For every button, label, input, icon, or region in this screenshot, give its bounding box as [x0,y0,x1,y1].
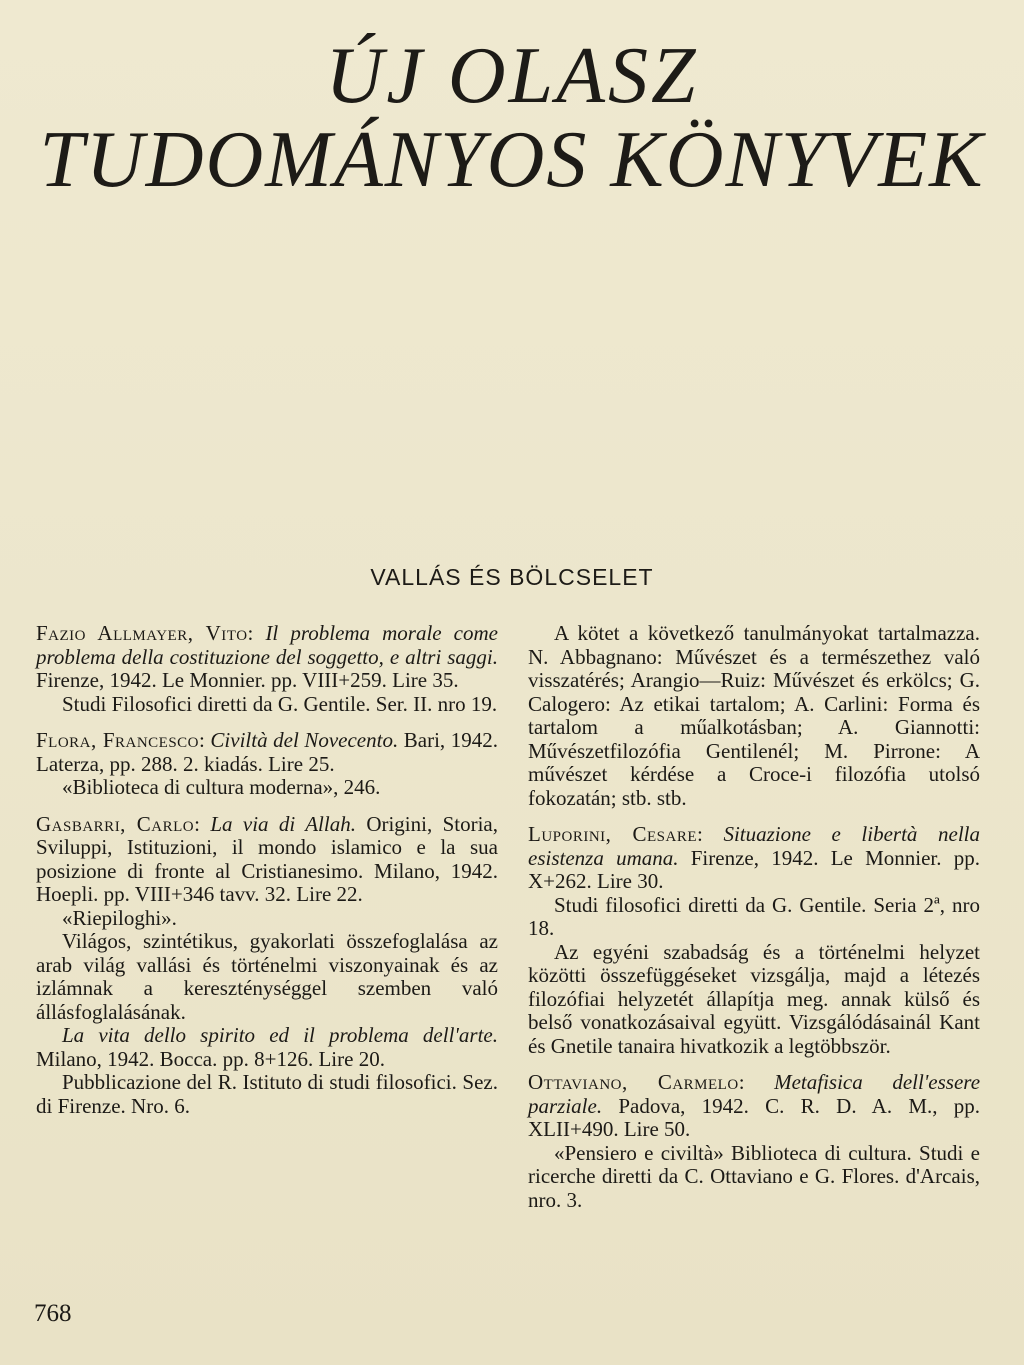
entry-series: Studi Filosofici diretti da G. Gentile. Ser. II. nro 19. [62,691,498,716]
entry-review: Az egyéni szabadság és a történelmi helyzet közötti összefüggéseket vizsgálja, majd a létezés filozófiai helyzetét állapítja meg. annak külső és belső vonatkozásaival együtt. Vizsgálódásainál Kant és Gnetile tanaira hivatkozik a legtöbbször. [528,939,980,1058]
entry-ottaviano: Ottaviano, Carmelo: Metafisica dell'essere parziale. Padova, 1942. C. R. D. A. M., pp. XLII+490. Lire 50. «Pensiero e civiltà» Biblioteca di cultura. Studi e ricerche diretti da C. Ottaviano e G. Flores. d'Arcais, nro. 3. [528,1070,981,1212]
entry-series: «Biblioteca di cultura moderna», 246. [62,775,381,799]
page-title-line-1: ÚJ OLASZ [325,32,699,120]
entry-publication: Origini, Storia, Sviluppi, Istituzioni, il mondo islamico e la sua posizione di fronte al Cristianesimo. Milano, 1942. Hoepli. pp. VIII+346 tavv. 32. Lire 22. [36,811,498,906]
entry-series: «Riepiloghi». [62,905,177,930]
entry-work-title: La vita dello spirito ed il problema dell'arte. [62,1023,498,1047]
left-column [36,622,498,1118]
entry-luporini: Luporini, Cesare: Situazione e libertà nella esistenza umana. Firenze, 1942. Le Monnier. pp. X+262. Lire 30. Studi filosofici diretti da G. Gentile. Seria 2ª, nro 18. Az egyéni szabadság és a történelmi helyzet közötti összefüggéseket vizsgálja, majd a létezés filozófiai helyzetét állapítja meg. annak külső és belső vonatkozásaival együtt. Vizsgálódásainál Kant és Gnetile tanaira hivatkozik a legtöbbször. [528,822,981,1058]
page-number: 768 [34,1300,72,1327]
entry-review: A kötet a következő tanulmányokat tartalmazza. N. Abbagnano: Művészet és a természethez való visszatérés; Arangio—Ruiz: Művészet és erkölcs; G. Calogero: Az etikai tartalom; A. Carlini: Forma és tartalom a műalkotásban; A. Giannotti: Művészetfilozófia Gentilenél; M. Pirrone: A művészet kérdése a Croce-i filozófia utolsó fokozatán; stb. stb. [528,621,980,810]
page-title-line-2: TUDOMÁNYOS KÖNYVEK [39,116,985,204]
entry-author: Flora, Francesco [36,728,200,752]
right-column [528,622,980,1212]
entry-publication: Milano, 1942. Bocca. pp. 8+126. Lire 20. [36,1046,385,1071]
entry-review: Világos, szintétikus, gyakorlati összefoglalása az arab világ vallási és történelmi viszonyainak és az izlámnak a kereszténységgel szemben való állásfoglalásának. [36,929,498,1024]
entry-publication: Padova, 1942. C. R. D. A. M., pp. XLII+490. Lire 50. [528,1093,980,1141]
entry-work-title: La via di Allah. [210,811,356,836]
entry-la-vita-review [528,622,980,810]
entry-work-title: Metafisica dell'essere parziale. [528,1070,981,1118]
entry-series: «Pensiero e civiltà» Biblioteca di cultura. Studi e ricerche diretti da C. Ottaviano e G. Flores. d'Arcais, nro. 3. [528,1140,980,1212]
section-heading: VALLÁS ÉS BÖLCSELET [370,564,654,590]
entry-author: Gasbarri, Carlo [36,811,195,836]
entry-series: Pubblicazione del R. Istituto di studi filosofici. Sez. di Firenze. Nro. 6. [36,1070,498,1118]
entry-author: Luporini, Cesare [528,822,698,846]
entry-series: Studi filosofici diretti da G. Gentile. Seria 2ª, nro 18. [528,892,980,940]
entry-work-title: Civiltà del Novecento. [210,728,399,752]
entry-publication: Firenze, 1942. Le Monnier. pp. X+262. Lire 30. [528,845,981,893]
entry-publication: Bari, 1942. Laterza, pp. 288. 2. kiadás. Lire 25. [36,728,498,776]
entry-fazio: Fazio Allmayer, Vito: Il problema morale come problema della costituzione del soggetto, e altri saggi. Firenze, 1942. Le Monnier. pp. VIII+259. Lire 35. Studi Filosofici diretti da G. Gentile. Ser. II. nro 19. [36,621,498,716]
entry-author: Ottaviano, Carmelo [528,1070,739,1094]
entry-gasbarri: Gasbarri, Carlo: La via di Allah. Origini, Storia, Sviluppi, Istituzioni, il mondo islamico e la sua posizione di fronte al Cristianesimo. Milano, 1942. Hoepli. pp. VIII+346 tavv. 32. Lire 22. «Riepiloghi». Világos, szintétikus, gyakorlati összefoglalása az arab világ vallási és történelmi viszonyainak és az izlámnak a kereszténységgel szemben való állásfoglalásának. La vita dello spirito ed il problema dell'arte. Milano, 1942. Bocca. pp. 8+126. Lire 20. Pubblicazione del R. Istituto di studi filosofici. Sez. di Firenze. Nro. 6. [36,811,498,1118]
entry-work-title: Il problema morale come problema della costituzione del soggetto, e altri saggi. [36,621,498,669]
entry-publication: Firenze, 1942. Le Monnier. pp. VIII+259. Lire 35. [36,668,459,692]
entry-work-title: Situazione e libertà nella esistenza umana. [528,822,980,870]
entry-flora: Flora, Francesco: Civiltà del Novecento. Bari, 1942. Laterza, pp. 288. 2. kiadás. Lire 25. «Biblioteca di cultura moderna», 246. [36,728,498,799]
entry-author: Fazio Allmayer, Vito [36,621,248,645]
